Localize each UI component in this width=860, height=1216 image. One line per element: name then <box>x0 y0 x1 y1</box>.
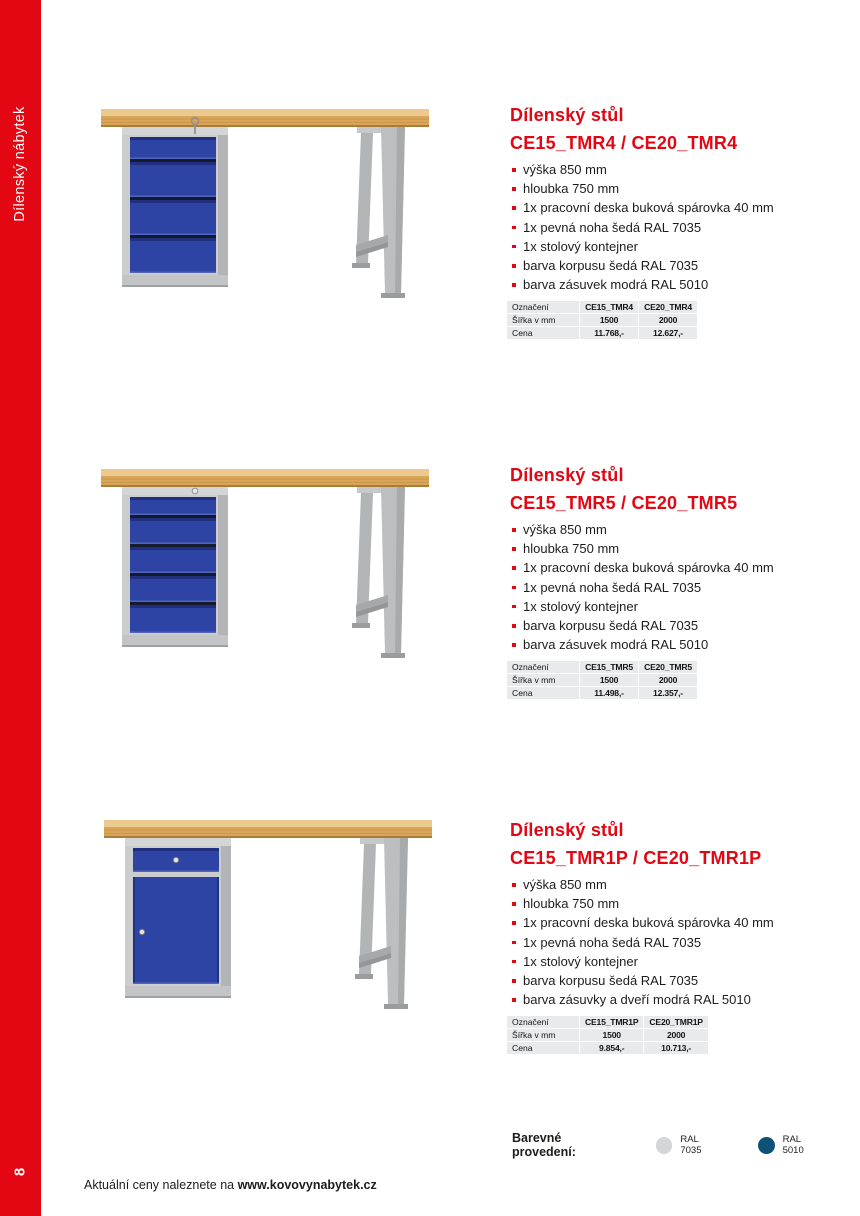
drawers <box>130 497 216 633</box>
table-cell: 11.768,- <box>580 327 638 339</box>
table-cell: CE20_TMR5 <box>639 661 697 673</box>
workbench-illustration <box>78 806 453 1096</box>
product-photo-tmr5 <box>75 455 450 745</box>
product-section-tmr1p <box>510 816 800 1055</box>
spec-list <box>510 875 800 1009</box>
product-title <box>510 101 800 157</box>
lock-icon <box>173 857 178 862</box>
ral-5010-swatch-icon <box>758 1137 775 1154</box>
spec-item: barva korpusu šedá RAL 7035 <box>510 256 800 275</box>
tabletop <box>101 109 429 127</box>
spec-item: 1x pracovní deska buková spárovka 40 mm <box>510 913 800 932</box>
table-cell: CE15_TMR5 <box>580 661 638 673</box>
table-cell: 12.627,- <box>639 327 697 339</box>
spec-item: výška 850 mm <box>510 160 800 179</box>
spec-list <box>510 520 800 654</box>
product-title-line2: CE15_TMR1P / CE20_TMR1P <box>510 848 762 868</box>
table-cell: 11.498,- <box>580 687 638 699</box>
bench-leg <box>352 487 405 658</box>
spec-item: hloubka 750 mm <box>510 539 800 558</box>
table-row <box>507 687 697 699</box>
workbench-illustration <box>75 95 450 385</box>
table-cell: 2000 <box>639 674 697 686</box>
table-cell: 12.357,- <box>639 687 697 699</box>
table-cell: CE15_TMR1P <box>580 1016 643 1028</box>
ral-7035-swatch-icon <box>656 1137 673 1154</box>
lock-icon <box>139 929 144 934</box>
spec-item: hloubka 750 mm <box>510 894 800 913</box>
product-title-line1: Dílenský stůl <box>510 465 624 485</box>
lock-icon <box>192 488 198 494</box>
table-row <box>507 314 697 326</box>
drawer-cabinet <box>122 118 228 288</box>
table-row <box>507 1016 708 1028</box>
table-cell: 1500 <box>580 674 638 686</box>
swatch-ral-7035 <box>656 1134 722 1156</box>
spec-item: 1x pracovní deska buková spárovka 40 mm <box>510 198 800 217</box>
product-section-tmr4 <box>510 101 800 340</box>
table-cell: 2000 <box>639 314 697 326</box>
spec-item: 1x stolový kontejner <box>510 237 800 256</box>
spec-item: 1x stolový kontejner <box>510 597 800 616</box>
price-table <box>506 1015 709 1055</box>
spec-item: 1x stolový kontejner <box>510 952 800 971</box>
product-title-line1: Dílenský stůl <box>510 820 624 840</box>
drawers <box>130 137 216 273</box>
spec-item: výška 850 mm <box>510 520 800 539</box>
product-title <box>510 461 800 517</box>
page-number: 8 <box>11 1167 29 1177</box>
table-row <box>507 301 697 313</box>
workbench-illustration <box>75 455 450 745</box>
tabletop <box>104 820 432 838</box>
footer-text: Aktuální ceny naleznete na <box>84 1178 238 1192</box>
tabletop <box>101 469 429 487</box>
product-section-tmr5 <box>510 461 800 700</box>
product-photo-tmr1p <box>78 806 453 1096</box>
table-cell: Cena <box>507 687 579 699</box>
swatch-label: RAL 5010 <box>782 1134 804 1156</box>
spec-item: barva korpusu šedá RAL 7035 <box>510 616 800 635</box>
table-cell: 9.854,- <box>580 1042 643 1054</box>
table-cell: CE20_TMR1P <box>644 1016 707 1028</box>
price-table <box>506 300 698 340</box>
bench-leg <box>355 838 408 1009</box>
table-cell: 1500 <box>580 1029 643 1041</box>
product-title-line1: Dílenský stůl <box>510 105 624 125</box>
table-cell: CE15_TMR4 <box>580 301 638 313</box>
spec-item: hloubka 750 mm <box>510 179 800 198</box>
category-sidebar <box>0 0 41 1216</box>
product-title-line2: CE15_TMR5 / CE20_TMR5 <box>510 493 738 513</box>
table-row <box>507 661 697 673</box>
spec-list <box>510 160 800 294</box>
bench-leg <box>352 127 405 298</box>
table-cell: Šířka v mm <box>507 674 579 686</box>
table-row <box>507 1029 708 1041</box>
door <box>133 877 219 984</box>
spec-item: výška 850 mm <box>510 875 800 894</box>
price-table <box>506 660 698 700</box>
spec-item: 1x pevná noha šedá RAL 7035 <box>510 218 800 237</box>
footer-url[interactable]: www.kovovynabytek.cz <box>237 1178 377 1192</box>
table-row <box>507 1042 708 1054</box>
table-cell: Šířka v mm <box>507 1029 579 1041</box>
color-legend <box>512 1131 860 1159</box>
spec-item: barva zásuvek modrá RAL 5010 <box>510 635 800 654</box>
spec-item: barva zásuvek modrá RAL 5010 <box>510 275 800 294</box>
product-photo-tmr4 <box>75 95 450 385</box>
footer <box>84 1178 377 1192</box>
spec-item: barva zásuvky a dveří modrá RAL 5010 <box>510 990 800 1009</box>
top-drawer <box>133 848 219 872</box>
table-cell: Šířka v mm <box>507 314 579 326</box>
table-cell: 10.713,- <box>644 1042 707 1054</box>
spec-item: 1x pracovní deska buková spárovka 40 mm <box>510 558 800 577</box>
product-title-line2: CE15_TMR4 / CE20_TMR4 <box>510 133 738 153</box>
swatch-label: RAL 7035 <box>680 1134 702 1156</box>
table-cell: CE20_TMR4 <box>639 301 697 313</box>
product-title <box>510 816 800 872</box>
table-cell: Cena <box>507 327 579 339</box>
table-cell: Označení <box>507 301 579 313</box>
spec-item: barva korpusu šedá RAL 7035 <box>510 971 800 990</box>
table-cell: 2000 <box>644 1029 707 1041</box>
table-row <box>507 674 697 686</box>
spec-item: 1x pevná noha šedá RAL 7035 <box>510 578 800 597</box>
color-legend-label: Barevné provedení: <box>512 1131 576 1159</box>
drawer-cabinet <box>122 487 228 647</box>
door-cabinet <box>125 838 231 998</box>
spec-item: 1x pevná noha šedá RAL 7035 <box>510 933 800 952</box>
table-row <box>507 327 697 339</box>
swatch-ral-5010 <box>758 1134 824 1156</box>
table-cell: Označení <box>507 1016 579 1028</box>
table-cell: Označení <box>507 661 579 673</box>
table-cell: Cena <box>507 1042 579 1054</box>
category-label: Dílenský nábytek <box>12 106 28 222</box>
table-cell: 1500 <box>580 314 638 326</box>
